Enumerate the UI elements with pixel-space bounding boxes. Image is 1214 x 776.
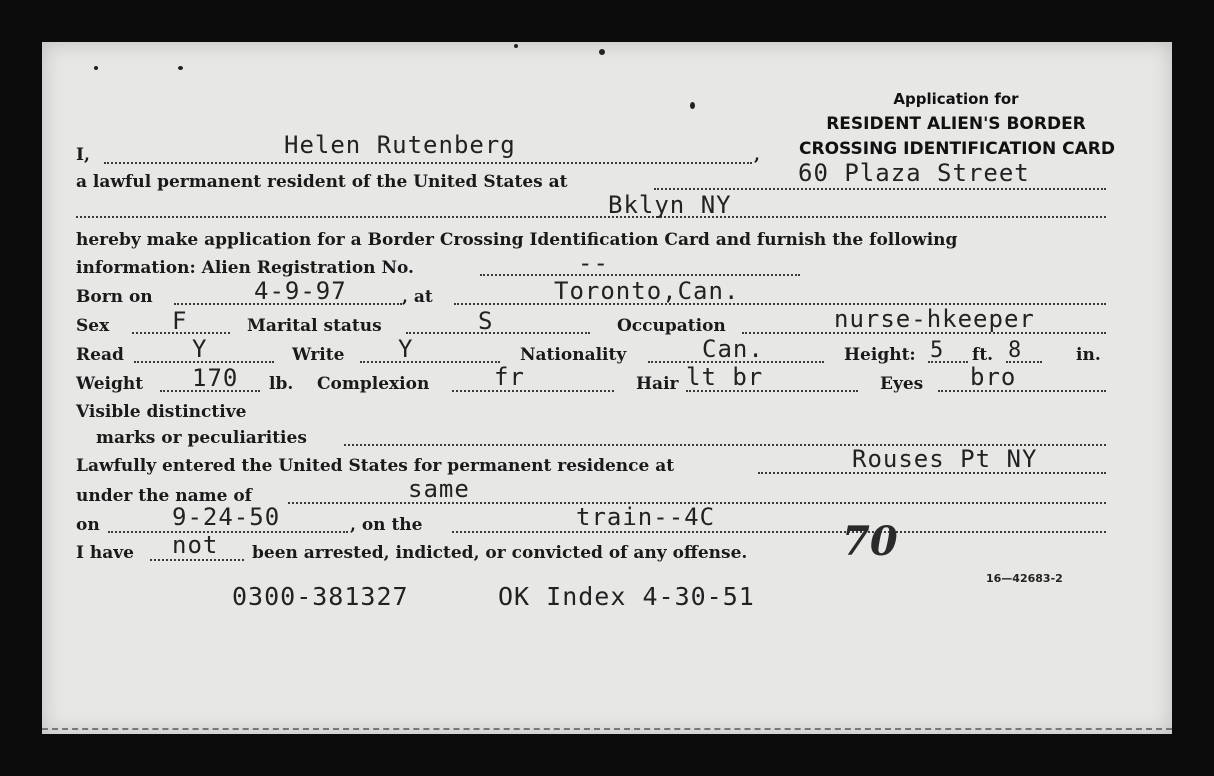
form-number: 16—42683-2 <box>986 572 1063 585</box>
entry-date: 9-24-50 <box>172 503 281 531</box>
header-application-for: Application for <box>893 90 1019 108</box>
label-hereby: hereby make application for a Border Crossing Identification Card and furnish the following <box>76 230 958 250</box>
applicant-name: Helen Rutenberg <box>284 131 516 159</box>
hair-value: lt br <box>686 363 764 391</box>
handwritten-number: 70 <box>842 518 898 565</box>
border-crossing-card: Application for RESIDENT ALIEN'S BORDER CROSSING IDENTIFICATION CARD I, , Helen Rutenberg a lawful permanent resident of the United States at 60 Plaza Street Bklyn NY hereby make application for a Border Crossing Identification Card and furnish the following information: Alien Registration No. -- Born on 4-9-97 , at Toronto,Can. Sex F Marital status S Occupation nurse-hkeeper Read Y Write Y Nationality Can. Height: 5 ft. 8 in. Weight 170 lb. Complexion fr Hair lt br Eyes bro Visible distinctive marks or peculiarities Lawfully entered the United States for permanent residence at Rouses Pt NY under the name of same on 9-24-50 , on the train--4C I have not been arrested, indicted, or convicted of any offense. 70 16—42683-2 0300-381327 OK Index 4-30-51 <box>42 42 1172 734</box>
marital-value: S <box>478 307 494 335</box>
label-weight: Weight <box>76 374 144 394</box>
occupation-value: nurse-hkeeper <box>834 305 1035 333</box>
label-under-name: under the name of <box>76 486 252 506</box>
label-occupation: Occupation <box>617 316 726 336</box>
label-sex: Sex <box>76 316 110 336</box>
label-information: information: Alien Registration No. <box>76 258 414 278</box>
label-in: in. <box>1076 345 1101 365</box>
height-ft: 5 <box>930 338 945 363</box>
entry-place: Rouses Pt NY <box>852 445 1038 473</box>
label-marks: marks or peculiarities <box>96 428 307 448</box>
born-date: 4-9-97 <box>254 277 347 305</box>
header-resident-alien: RESIDENT ALIEN'S BORDER <box>826 114 1086 134</box>
eyes-value: bro <box>970 363 1017 391</box>
label-born-on: Born on <box>76 287 153 307</box>
label-resident: a lawful permanent resident of the United States at <box>76 172 568 192</box>
address-line-2: Bklyn NY <box>608 191 732 219</box>
header-crossing-card: CROSSING IDENTIFICATION CARD <box>799 139 1115 159</box>
label-visible: Visible distinctive <box>76 402 247 422</box>
label-at: , at <box>402 287 433 307</box>
label-nationality: Nationality <box>520 345 627 365</box>
read-value: Y <box>192 335 208 363</box>
label-write: Write <box>292 345 345 365</box>
write-value: Y <box>398 335 414 363</box>
complexion-value: fr <box>494 363 525 391</box>
label-entered: Lawfully entered the United States for permanent residence at <box>76 456 675 476</box>
label-i-have: I have <box>76 543 134 563</box>
nationality-value: Can. <box>702 335 764 363</box>
label-i: I, <box>76 145 90 165</box>
arrested-value: not <box>172 531 219 559</box>
weight-value: 170 <box>192 364 239 392</box>
sex-value: F <box>172 307 188 335</box>
index-note: OK Index 4-30-51 <box>498 582 755 611</box>
label-marital: Marital status <box>247 316 382 336</box>
file-number: 0300-381327 <box>232 582 409 611</box>
label-ft: ft. <box>972 345 994 365</box>
address-line-1: 60 Plaza Street <box>798 159 1030 187</box>
born-place: Toronto,Can. <box>554 277 740 305</box>
label-eyes: Eyes <box>880 374 924 394</box>
label-on-the: , on the <box>350 515 423 535</box>
label-complexion: Complexion <box>317 374 430 394</box>
label-height: Height: <box>844 345 916 365</box>
label-on: on <box>76 515 100 535</box>
label-hair: Hair <box>636 374 679 394</box>
label-lb: lb. <box>269 374 294 394</box>
label-arrested: been arrested, indicted, or convicted of any offense. <box>252 543 748 563</box>
height-in: 8 <box>1008 338 1023 363</box>
under-name-value: same <box>408 475 470 503</box>
alien-registration-no: -- <box>578 249 609 277</box>
entry-conveyance: train--4C <box>576 503 716 531</box>
label-read: Read <box>76 345 124 365</box>
